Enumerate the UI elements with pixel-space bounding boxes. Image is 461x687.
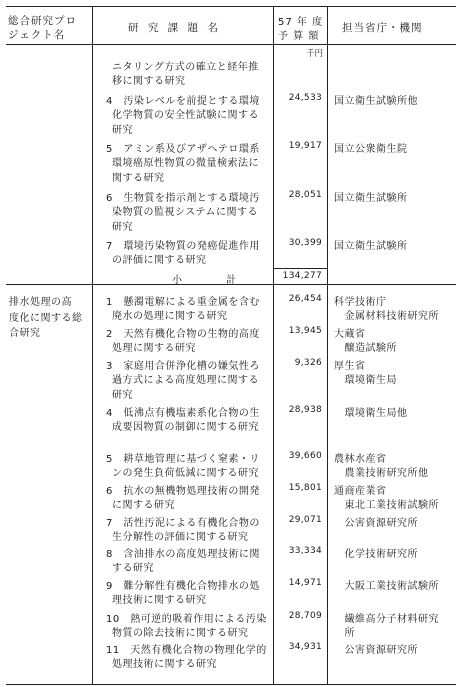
task-title-line: 1 懸濁電解による重金属を含む <box>106 297 260 308</box>
task-title-line: 処理に関する研究 <box>112 343 196 355</box>
task-title-line: 処理技術に関する研究 <box>112 659 217 671</box>
task-title-line: 生分解性の評価に関する研究 <box>112 532 249 544</box>
budget-amount: 24,533 <box>288 93 322 103</box>
task-title-line: に関する研究 <box>112 500 175 512</box>
task-title-line: 2 天然有機化合物の生物的高度 <box>106 329 260 340</box>
header-project-line1: 総合研究プロ <box>8 15 77 27</box>
agency-line: 環境衛生局 <box>334 375 397 387</box>
header-budget-line1: 57 年 度 <box>278 17 324 28</box>
project-name-line: 合研究 <box>9 328 41 339</box>
agency-line: 農業技術研究所他 <box>334 468 429 480</box>
budget-amount: 13,945 <box>288 326 322 336</box>
task-title-line: 9 難分解性有機化合物排水の処 <box>106 581 260 592</box>
task-title-line: 研究 <box>112 221 133 233</box>
task-title-line: 環境癌原性物質の微量検索法に <box>112 158 259 170</box>
agency-line: 公害資源研究所 <box>334 518 418 529</box>
task-title-line: 研究 <box>112 389 133 401</box>
agency-line: 国立衛生試験所 <box>334 241 408 252</box>
agency-line: 化学技術研究所 <box>334 549 418 560</box>
task-title-line: 染物質の監視システムに関する <box>112 207 258 219</box>
budget-amount: 28,051 <box>288 190 322 200</box>
agency-line: 科学技術庁 <box>334 297 387 308</box>
header-bottom-border <box>6 44 456 45</box>
header-budget-line2: 予 算 額 <box>278 31 320 42</box>
budget-amount: 30,399 <box>288 238 322 248</box>
subtotal-rule <box>273 268 327 269</box>
col-divider-3 <box>327 6 328 684</box>
budget-amount: 34,931 <box>288 642 322 652</box>
agency-line: 国立衛生試験所 <box>334 193 408 204</box>
col-divider-1 <box>92 6 93 684</box>
agency-line: 金属材料技術研究所 <box>334 311 439 323</box>
task-title-line: 4 汚染レベルを前提とする環境 <box>106 96 260 107</box>
agency-line: 大蔵省 <box>334 329 366 340</box>
agency-line: 環境衛生局他 <box>334 408 408 419</box>
agency-line: 所 <box>334 628 355 640</box>
budget-amount: 33,334 <box>288 546 322 556</box>
header-project-line2: ジェクト名 <box>8 29 66 41</box>
budget-amount: 39,660 <box>288 451 322 461</box>
task-title-line: 8 含油排水の高度処理技術に関 <box>106 549 260 560</box>
budget-amount: 14,971 <box>288 578 322 588</box>
project-name-line: 排水処理の高 <box>9 297 72 308</box>
task-title-line: の評価に関する研究 <box>112 255 207 267</box>
task-title-line: 関する研究 <box>112 172 165 184</box>
task-title-line: 研究 <box>112 124 133 136</box>
budget-amount: 9,326 <box>294 358 322 368</box>
agency-line: 通商産業省 <box>334 486 387 497</box>
task-title-line: 過方式による高度処理に関する <box>112 375 259 387</box>
task-title-line: 移に関する研究 <box>112 76 186 88</box>
task-title-line: 廃水の処理に関する研究 <box>112 311 228 323</box>
budget-amount: 19,917 <box>288 141 322 151</box>
task-title-line: ンの発生負荷低減に関する研究 <box>112 468 259 480</box>
task-title-line: 6 生物質を指示剤とする環境汚 <box>106 193 260 204</box>
agency-line: 大阪工業技術試験所 <box>334 581 439 592</box>
task-title-line: 10 熱可逆的吸着作用による汚染 <box>106 614 267 625</box>
task-title-line: 5 アミン系及びアザヘテロ環系 <box>106 144 260 155</box>
subtotal-amount: 134,277 <box>282 271 322 281</box>
task-title-line: 4 低沸点有機塩素系化合物の生 <box>106 408 260 419</box>
unit-label: 千円 <box>306 49 324 59</box>
budget-amount: 29,071 <box>288 515 322 525</box>
header-agency: 担当省庁・機関 <box>342 22 423 34</box>
budget-amount: 15,801 <box>288 483 322 493</box>
header-title: 研 究 課 題 名 <box>128 22 221 34</box>
table-bottom-border <box>6 684 456 685</box>
agency-line: 醸造試験所 <box>334 343 397 355</box>
task-title-line: 3 家庭用合併浄化槽の嫌気性ろ <box>106 361 260 372</box>
task-title-line: 6 抗水の無機物処理技術の開発 <box>106 486 260 497</box>
task-title-line: ニタリング方式の確立と経年推 <box>112 62 259 73</box>
budget-amount: 28,938 <box>288 405 322 415</box>
task-title-line: 7 活性汚泥による有機化合物の <box>106 518 260 529</box>
agency-line: 国立衛生試験所他 <box>334 96 418 107</box>
task-title-line: する研究 <box>112 563 154 575</box>
table-top-border <box>6 6 456 7</box>
task-title-line: 物質の除去技術に関する研究 <box>112 628 249 640</box>
task-title-line: 7 環境汚染物質の発癌促進作用 <box>106 241 260 252</box>
task-title-line: 11 天然有機化合物の物理化学的 <box>106 645 267 656</box>
task-title-line: 5 耕草地管理に基づく窒素・リ <box>106 454 260 465</box>
agency-line: 国立公衆衛生院 <box>334 144 408 155</box>
budget-amount: 28,709 <box>288 611 322 621</box>
project-name-line: 度化に関する総 <box>9 312 83 324</box>
agency-line: 厚生省 <box>334 361 366 372</box>
subtotal-label-1: 小 <box>172 275 183 286</box>
task-title-line: 化学物質の安全性試験に関する <box>112 110 259 122</box>
task-title-line: 成要因物質の制御に関する研究 <box>112 422 259 434</box>
agency-line: 繊維高分子材料研究 <box>334 614 439 625</box>
agency-line: 東北工業技術試験所 <box>334 500 439 512</box>
budget-amount: 26,454 <box>288 294 322 304</box>
agency-line: 公害資源研究所 <box>334 645 418 656</box>
agency-line: 農林水産省 <box>334 454 387 465</box>
subtotal-label-2: 計 <box>226 275 237 286</box>
task-title-line: 理技術に関する研究 <box>112 595 207 607</box>
